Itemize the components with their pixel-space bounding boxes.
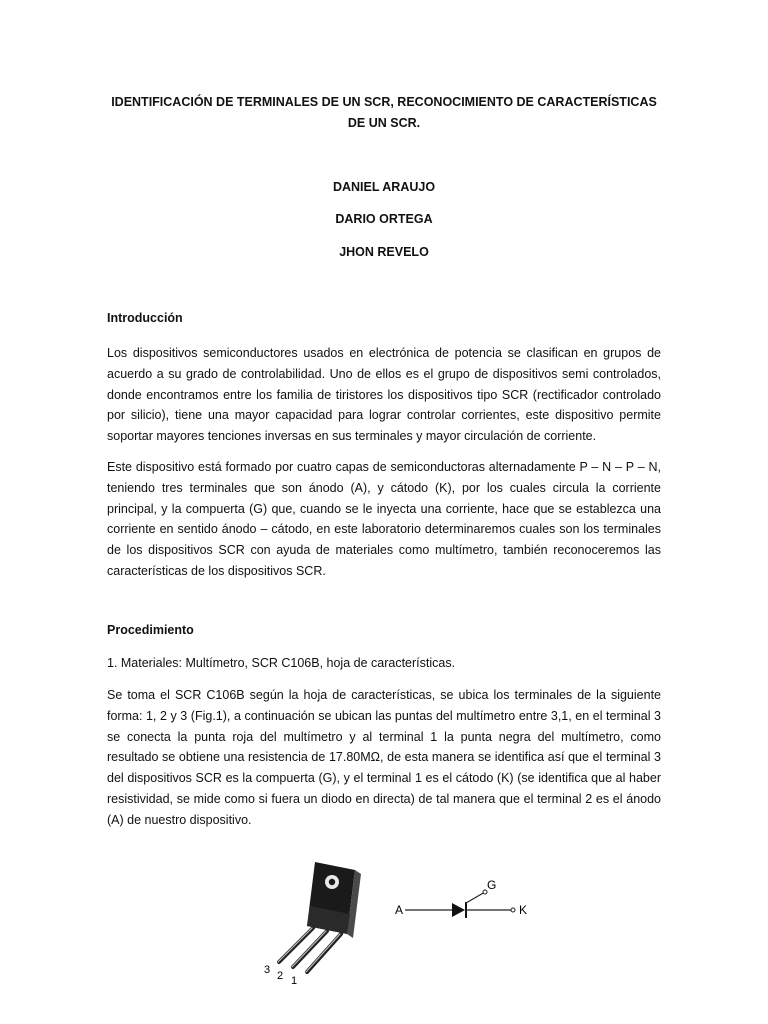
author-2: DARIO ORTEGA [335, 212, 433, 226]
figure-1 [255, 852, 555, 992]
materials-item: 1. Materiales: Multímetro, SCR C106B, hoja de características. [107, 656, 456, 670]
intro-heading: Introducción [107, 311, 183, 325]
procedure-heading: Procedimiento [107, 623, 194, 637]
lead-2 [293, 931, 327, 967]
document-title: IDENTIFICACIÓN DE TERMINALES DE UN SCR, RECONOCIMIENTO DE CARACTERÍSTICAS DE UN SCR. [111, 95, 657, 130]
scr-figure [255, 852, 555, 992]
pin-label-1: 1 [291, 975, 298, 987]
intro-paragraph-1: Los dispositivos semiconductores usados en electrónica de potencia se clasifican en grupos de acuerdo a su grado de controlabilidad. Uno de ellos es el grupo de dispositivos semi controlados, donde encontramos entre los familia de tiristores los dispositivos tipo SCR (rectificador controlado por silicio), tiene una mayor capacidad para lograr controlar corrientes, este dispositivo permite soportar mayores tenciones inversas en sus terminales y mayor circulación de corriente. [107, 346, 661, 444]
author-1: DANIEL ARAUJO [332, 180, 436, 194]
pin-label-3: 3 [264, 964, 271, 976]
symbol-cathode-label: K [519, 903, 528, 917]
author-3: JHON REVELO [339, 245, 429, 259]
scr-leads [279, 928, 341, 972]
pin-label-2: 2 [277, 970, 284, 982]
lead-1 [307, 934, 341, 972]
scr-symbol [395, 878, 527, 918]
symbol-anode-label: A [395, 903, 404, 917]
procedure-paragraph: Se toma el SCR C106B según la hoja de características, se ubica los terminales de la siguiente forma: 1, 2 y 3 (Fig.1), a continuación se ubican las puntas del multímetro entre 3,1, en el terminal 3 se conecta la punta roja del multímetro y al terminal 1 la punta negra del multímetro, como resultado se obtiene una resistencia de 17.80MΩ, de esta manera se identifica así que el terminal 3 del dispositivos SCR es la compuerta (G), y el terminal 1 es el cátodo (K) (se identifica que al haber resistividad, se mide como si fuera un diodo en directa) de tal manera que el terminal 2 es el ánodo (A) de nuestro dispositivo. [107, 688, 661, 827]
intro-paragraph-2: Este dispositivo está formado por cuatro capas de semiconductoras alternadamente P – N – P – N, teniendo tres terminales que son ánodo (A), y cátodo (K), por los cuales circula la corriente principal, y la compuerta (G) que, cuando se le inyecta una corriente, hace que se establezca una corriente en sentido ánodo – cátodo, en este laboratorio determinaremos cuales son los terminales de los dispositivos SCR con ayuda de materiales como multímetro, también reconoceremos las características de los dispositivos SCR. [107, 460, 661, 578]
scr-package [307, 862, 361, 938]
lead-3 [279, 928, 313, 962]
symbol-gate-label: G [487, 878, 497, 892]
